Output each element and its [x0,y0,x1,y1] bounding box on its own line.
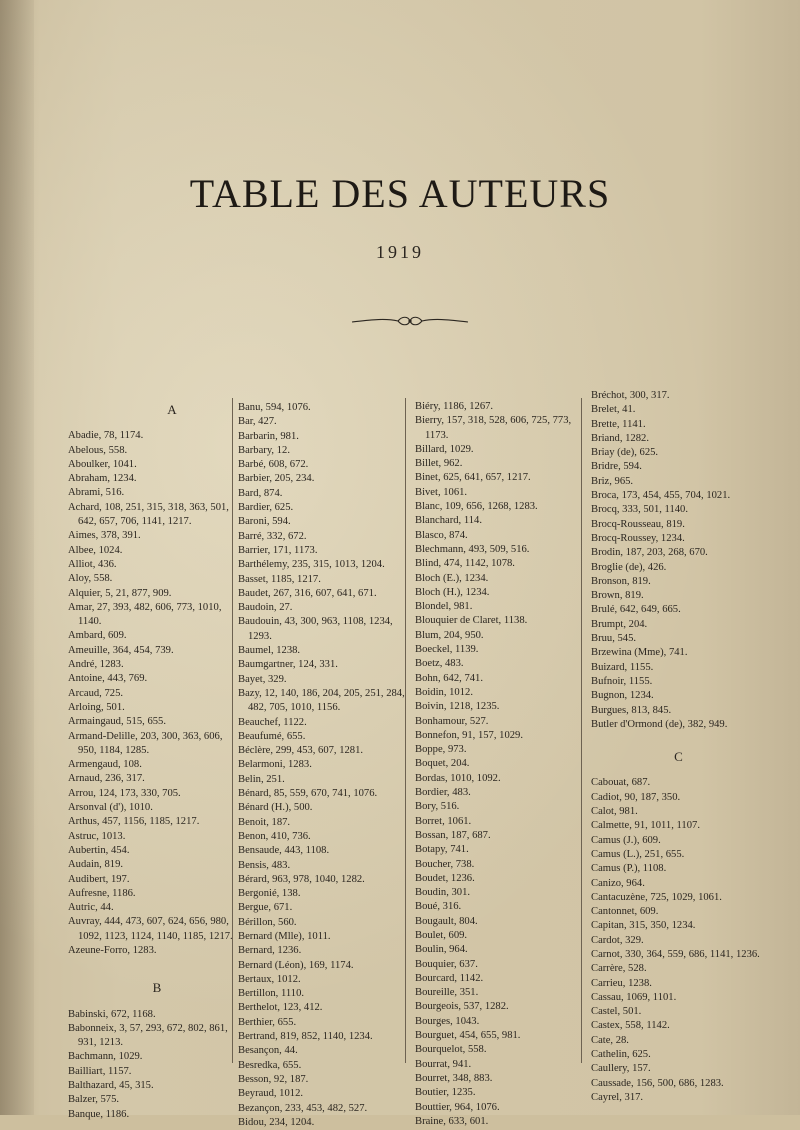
index-entry: Babonneix, 3, 57, 293, 672, 802, 861, 931, 1213. [68,1022,228,1049]
index-entry: Cantacuzène, 725, 1029, 1061. [591,891,722,903]
index-entry: Bossan, 187, 687. [415,829,491,841]
index-entry: Banu, 594, 1076. [238,402,311,413]
index-entry: Blechmann, 493, 509, 516. [415,543,530,555]
index-entry: Boudet, 1236. [415,872,475,884]
index-entry: Bouttier, 964, 1076. [415,1101,500,1113]
index-entry: Broglie (de), 426. [591,561,667,573]
index-entry: Autric, 44. [68,902,114,914]
index-entry: Bernard, 1236. [238,945,302,957]
index-entry: Azeune-Forro, 1283. [68,944,157,956]
index-entry: Brelet, 41. [591,404,636,416]
index-entry: Bufnoir, 1155. [591,675,653,687]
index-entry: Armand-Delille, 203, 300, 363, 606, 950, 1184, 1285. [68,730,223,756]
section-letter-b: B [152,980,162,996]
index-entry: Abelous, 558. [68,444,128,456]
index-entry: Bugnon, 1234. [591,690,654,702]
index-entry: Belin, 251. [238,773,285,785]
index-entry: Armengaud, 108. [68,759,142,771]
index-entry: Briz, 965. [591,475,634,487]
index-entry: Braine, 633, 601. [415,1115,489,1127]
index-entry: Aubertin, 454. [68,844,130,856]
index-entry: Astruc, 1013. [68,830,126,842]
index-entry: Boulet, 609. [415,929,468,941]
index-entry: Bénard (H.), 500. [238,802,313,814]
index-entry: Barré, 332, 672. [238,530,307,542]
index-entry: Bensaude, 443, 1108. [238,845,330,857]
index-entry: Bernard (Mlle), 1011. [238,930,331,942]
index-entry: Aimes, 378, 391. [68,530,141,542]
index-entry: Caussade, 156, 500, 686, 1283. [591,1077,724,1089]
index-entry: Boutier, 1235. [415,1087,476,1099]
index-entry: Cabouat, 687. [591,777,651,789]
index-entry: Billard, 1029. [415,443,474,455]
index-entry: Brzewina (Mme), 741. [591,647,688,659]
index-entry: Bourquelot, 558. [415,1044,487,1056]
index-entry: Benon, 410, 736. [238,830,311,842]
index-entry: Albee, 1024. [68,544,123,556]
index-entry: Bérillon, 560. [238,916,297,928]
section-letter-a: A [167,402,177,417]
index-entry: Cassau, 1069, 1101. [591,991,677,1003]
index-entry: Canizo, 964. [591,877,645,889]
index-column-3 [415,400,583,1129]
index-entry: Bourret, 348, 883. [415,1072,493,1084]
index-entry: Baroni, 594. [238,516,291,528]
index-entry: Barbarin, 981. [238,430,299,442]
index-entry: Boppe, 973. [415,744,467,756]
index-entry: Aboulker, 1041. [68,458,137,470]
index-entry: Barbier, 205, 234. [238,473,315,485]
index-entry: Boidin, 1012. [415,686,473,698]
index-entry: Antoine, 443, 769. [68,673,148,685]
index-entry: Boulin, 964. [415,944,468,956]
index-entry: Brocq-Roussey, 1234. [591,532,685,544]
index-entry: Bonnefon, 91, 157, 1029. [415,729,523,741]
index-entry: Barthélemy, 235, 315, 1013, 1204. [238,559,385,571]
index-entry: Bridre, 594. [591,461,642,473]
index-entry: Camus (J.), 609. [591,834,661,846]
index-entry: Cadiot, 90, 187, 350. [591,791,681,803]
index-entry: Brette, 1141. [591,418,646,430]
index-entry: Blanc, 109, 656, 1268, 1283. [415,501,538,513]
index-entry: Balzer, 575. [68,1094,120,1106]
index-entry: Bénard, 85, 559, 670, 741, 1076. [238,788,378,800]
index-entry: Bergonié, 138. [238,888,301,900]
index-entry: Biéry, 1186, 1267. [415,401,494,412]
index-entry: Bertrand, 819, 852, 1140, 1234. [238,1031,373,1043]
index-entry: Bruu, 545. [591,633,637,645]
index-entry: Bréchot, 300, 317. [591,390,670,401]
index-entry: Bérard, 963, 978, 1040, 1282. [238,873,365,885]
index-entry: Arnaud, 236, 317. [68,773,145,785]
index-entry: Abraham, 1234. [68,473,137,485]
index-entry: Blind, 474, 1142, 1078. [415,558,515,570]
index-entry: Cayrel, 317. [591,1091,644,1103]
index-entry: Bordas, 1010, 1092. [415,772,501,784]
index-entry: Bernard (Léon), 169, 1174. [238,959,354,971]
index-entry: Beauchef, 1122. [238,716,307,728]
index-entry: Banque, 1186. [68,1108,130,1120]
index-entry: Berthier, 655. [238,1016,297,1028]
index-entry: Bayet, 329. [238,673,287,685]
index-entry: Buizard, 1155. [591,661,654,673]
index-entry: Baudoin, 27. [238,602,293,614]
index-entry: Blanchard, 114. [415,515,482,527]
index-entry: Aloy, 558. [68,573,113,585]
index-entry: Castex, 558, 1142. [591,1020,670,1032]
index-entry: Audibert, 197. [68,873,130,885]
index-entry: Calmette, 91, 1011, 1107. [591,820,700,832]
index-column-1 [68,399,236,1122]
index-entry: Brumpt, 204. [591,618,648,630]
index-entry: Armaingaud, 515, 655. [68,716,166,728]
section-letter-c: C [674,749,683,765]
page-spine-shadow [0,0,34,1115]
index-entry: Amar, 27, 393, 482, 606, 773, 1010, 1140. [68,601,222,628]
index-entry: Bohn, 642, 741. [415,672,483,684]
index-entry: Arrou, 124, 173, 330, 705. [68,787,181,799]
index-entry: Boureille, 351. [415,987,479,999]
index-entry: Cardot, 329. [591,934,644,946]
index-entry: Arthus, 457, 1156, 1185, 1217. [68,816,200,828]
index-entry: Baudouin, 43, 300, 963, 1108, 1234, 1293. [238,616,393,642]
index-entry: Baumel, 1238. [238,645,301,657]
index-entry: Calot, 981. [591,806,638,818]
index-entry: Abadie, 78, 1174. [68,430,144,442]
index-entry: Abrami, 516. [68,487,125,499]
index-entry: Bard, 874. [238,487,283,499]
index-entry: Baudet, 267, 316, 607, 641, 671. [238,587,377,599]
index-entry: Besançon, 44. [238,1045,298,1057]
index-entry: Blasco, 874. [415,529,468,541]
index-entry: Alquier, 5, 21, 877, 909. [68,587,172,599]
index-entry: Bourges, 1043. [415,1015,480,1027]
index-entry: Bourrat, 941. [415,1058,472,1070]
index-entry: Beaufumé, 655. [238,730,306,742]
index-entry: Bouquier, 637. [415,958,478,970]
index-entry: Brocq, 333, 501, 1140. [591,504,689,516]
index-entry: Basset, 1185, 1217. [238,573,321,585]
index-entry: Bazy, 12, 140, 186, 204, 205, 251, 284, 482, 705, 1010, 1156. [238,687,405,714]
index-entry: Arsonval (d'), 1010. [68,802,153,814]
index-entry: Bar, 427. [238,416,277,428]
index-entry: Brocq-Rousseau, 819. [591,518,685,530]
index-entry: Balthazard, 45, 315. [68,1080,154,1092]
index-entry: Arcaud, 725. [68,687,124,699]
index-entry: Alliot, 436. [68,558,117,570]
index-entry: Beyraud, 1012. [238,1088,304,1100]
index-entry: Audain, 819. [68,859,124,871]
index-entry: Bloch (E.), 1234. [415,572,489,584]
ornament-divider-icon [350,311,470,331]
page-title: TABLE DES AUTEURS [189,171,611,216]
index-entry: Aufresne, 1186. [68,887,136,899]
index-entry: Boeckel, 1139. [415,644,479,656]
index-entry: André, 1283. [68,659,124,671]
index-entry: Babinski, 672, 1168. [68,1008,156,1020]
index-entry: Bloch (H.), 1234. [415,586,490,598]
index-entry: Bonhamour, 527. [415,715,489,727]
index-column-4 [591,389,766,1105]
index-entry: Bronson, 819. [591,575,651,587]
index-entry: Bourgeois, 537, 1282. [415,1001,509,1013]
index-entry: Caullery, 157. [591,1063,651,1075]
index-entry: Boetz, 483. [415,658,464,670]
index-entry: Boué, 316. [415,901,462,913]
index-entry: Brulé, 642, 649, 665. [591,604,681,616]
index-entry: Ameuille, 364, 454, 739. [68,644,174,656]
index-entry: Capitan, 315, 350, 1234. [591,920,696,932]
index-entry: Carrieu, 1238. [591,977,652,989]
index-entry: Ambard, 609. [68,630,127,642]
index-entry: Bidou, 234, 1204. [238,1116,315,1128]
index-entry: Boudin, 301. [415,887,471,899]
index-entry: Blouquier de Claret, 1138. [415,615,528,627]
index-entry: Besson, 92, 187. [238,1073,309,1085]
index-entry: Boivin, 1218, 1235. [415,701,500,713]
index-entry: Bardier, 625. [238,502,294,514]
index-entry: Butler d'Ormond (de), 382, 949. [591,718,728,730]
index-entry: Barbé, 608, 672. [238,459,309,471]
index-entry: Bertillon, 1110. [238,988,305,1000]
index-entry: Briand, 1282. [591,432,649,444]
index-entry: Brodin, 187, 203, 268, 670. [591,547,708,559]
index-entry: Bergue, 671. [238,902,293,914]
index-entry: Botapy, 741. [415,844,469,856]
index-entry: Carnot, 330, 364, 559, 686, 1141, 1236. [591,948,760,960]
index-entry: Bertaux, 1012. [238,973,301,985]
index-entry: Boquet, 204. [415,758,470,770]
index-entry: Cate, 28. [591,1034,629,1046]
index-entry: Blondel, 981. [415,601,473,613]
index-entry: Boucher, 738. [415,858,475,870]
index-entry: Briay (de), 625. [591,447,659,459]
index-entry: Bory, 516. [415,801,460,813]
index-entry: Bachmann, 1029. [68,1051,143,1063]
index-entry: Achard, 108, 251, 315, 318, 363, 501, 642, 657, 706, 1141, 1217. [68,501,229,528]
index-entry: Barbary, 12. [238,444,290,456]
index-entry: Carrère, 528. [591,963,647,975]
index-entry: Camus (P.), 1108. [591,863,667,875]
index-entry: Castel, 501. [591,1006,642,1018]
index-entry: Bensis, 483. [238,859,291,871]
index-entry: Arloing, 501. [68,701,125,713]
index-entry: Cantonnet, 609. [591,906,659,918]
index-entry: Benoit, 187. [238,816,291,828]
index-entry: Berthelot, 123, 412. [238,1002,323,1014]
index-entry: Bierry, 157, 318, 528, 606, 725, 773, 1173. [415,415,572,441]
index-entry: Bourguet, 454, 655, 981. [415,1030,521,1042]
index-entry: Baumgartner, 124, 331. [238,659,338,671]
index-entry: Belarmoni, 1283. [238,759,312,771]
index-entry: Bougault, 804. [415,915,478,927]
index-entry: Auvray, 444, 473, 607, 624, 656, 980, 1092, 1123, 1124, 1140, 1185, 1217. [68,916,233,942]
index-entry: Bivet, 1061. [415,486,468,498]
index-entry: Blum, 204, 950. [415,629,484,641]
index-entry: Bailliart, 1157. [68,1065,132,1077]
index-entry: Cathelin, 625. [591,1049,651,1061]
index-entry: Barrier, 171, 1173. [238,544,318,556]
index-entry: Binet, 625, 641, 657, 1217. [415,472,531,484]
index-entry: Billet, 962. [415,458,463,470]
index-column-2 [238,401,406,1130]
index-entry: Béclère, 299, 453, 607, 1281. [238,745,364,757]
index-entry: Bourcard, 1142. [415,972,484,984]
index-entry: Brown, 819. [591,590,644,602]
index-entry: Burgues, 813, 845. [591,704,672,716]
index-entry: Camus (L.), 251, 655. [591,848,685,860]
index-entry: Borret, 1061. [415,815,472,827]
page-year: 1919 [376,242,424,262]
index-entry: Bordier, 483. [415,787,471,799]
index-entry: Broca, 173, 454, 455, 704, 1021. [591,490,731,502]
index-entry: Bezançon, 233, 453, 482, 527. [238,1102,368,1114]
index-entry: Besredka, 655. [238,1059,302,1071]
